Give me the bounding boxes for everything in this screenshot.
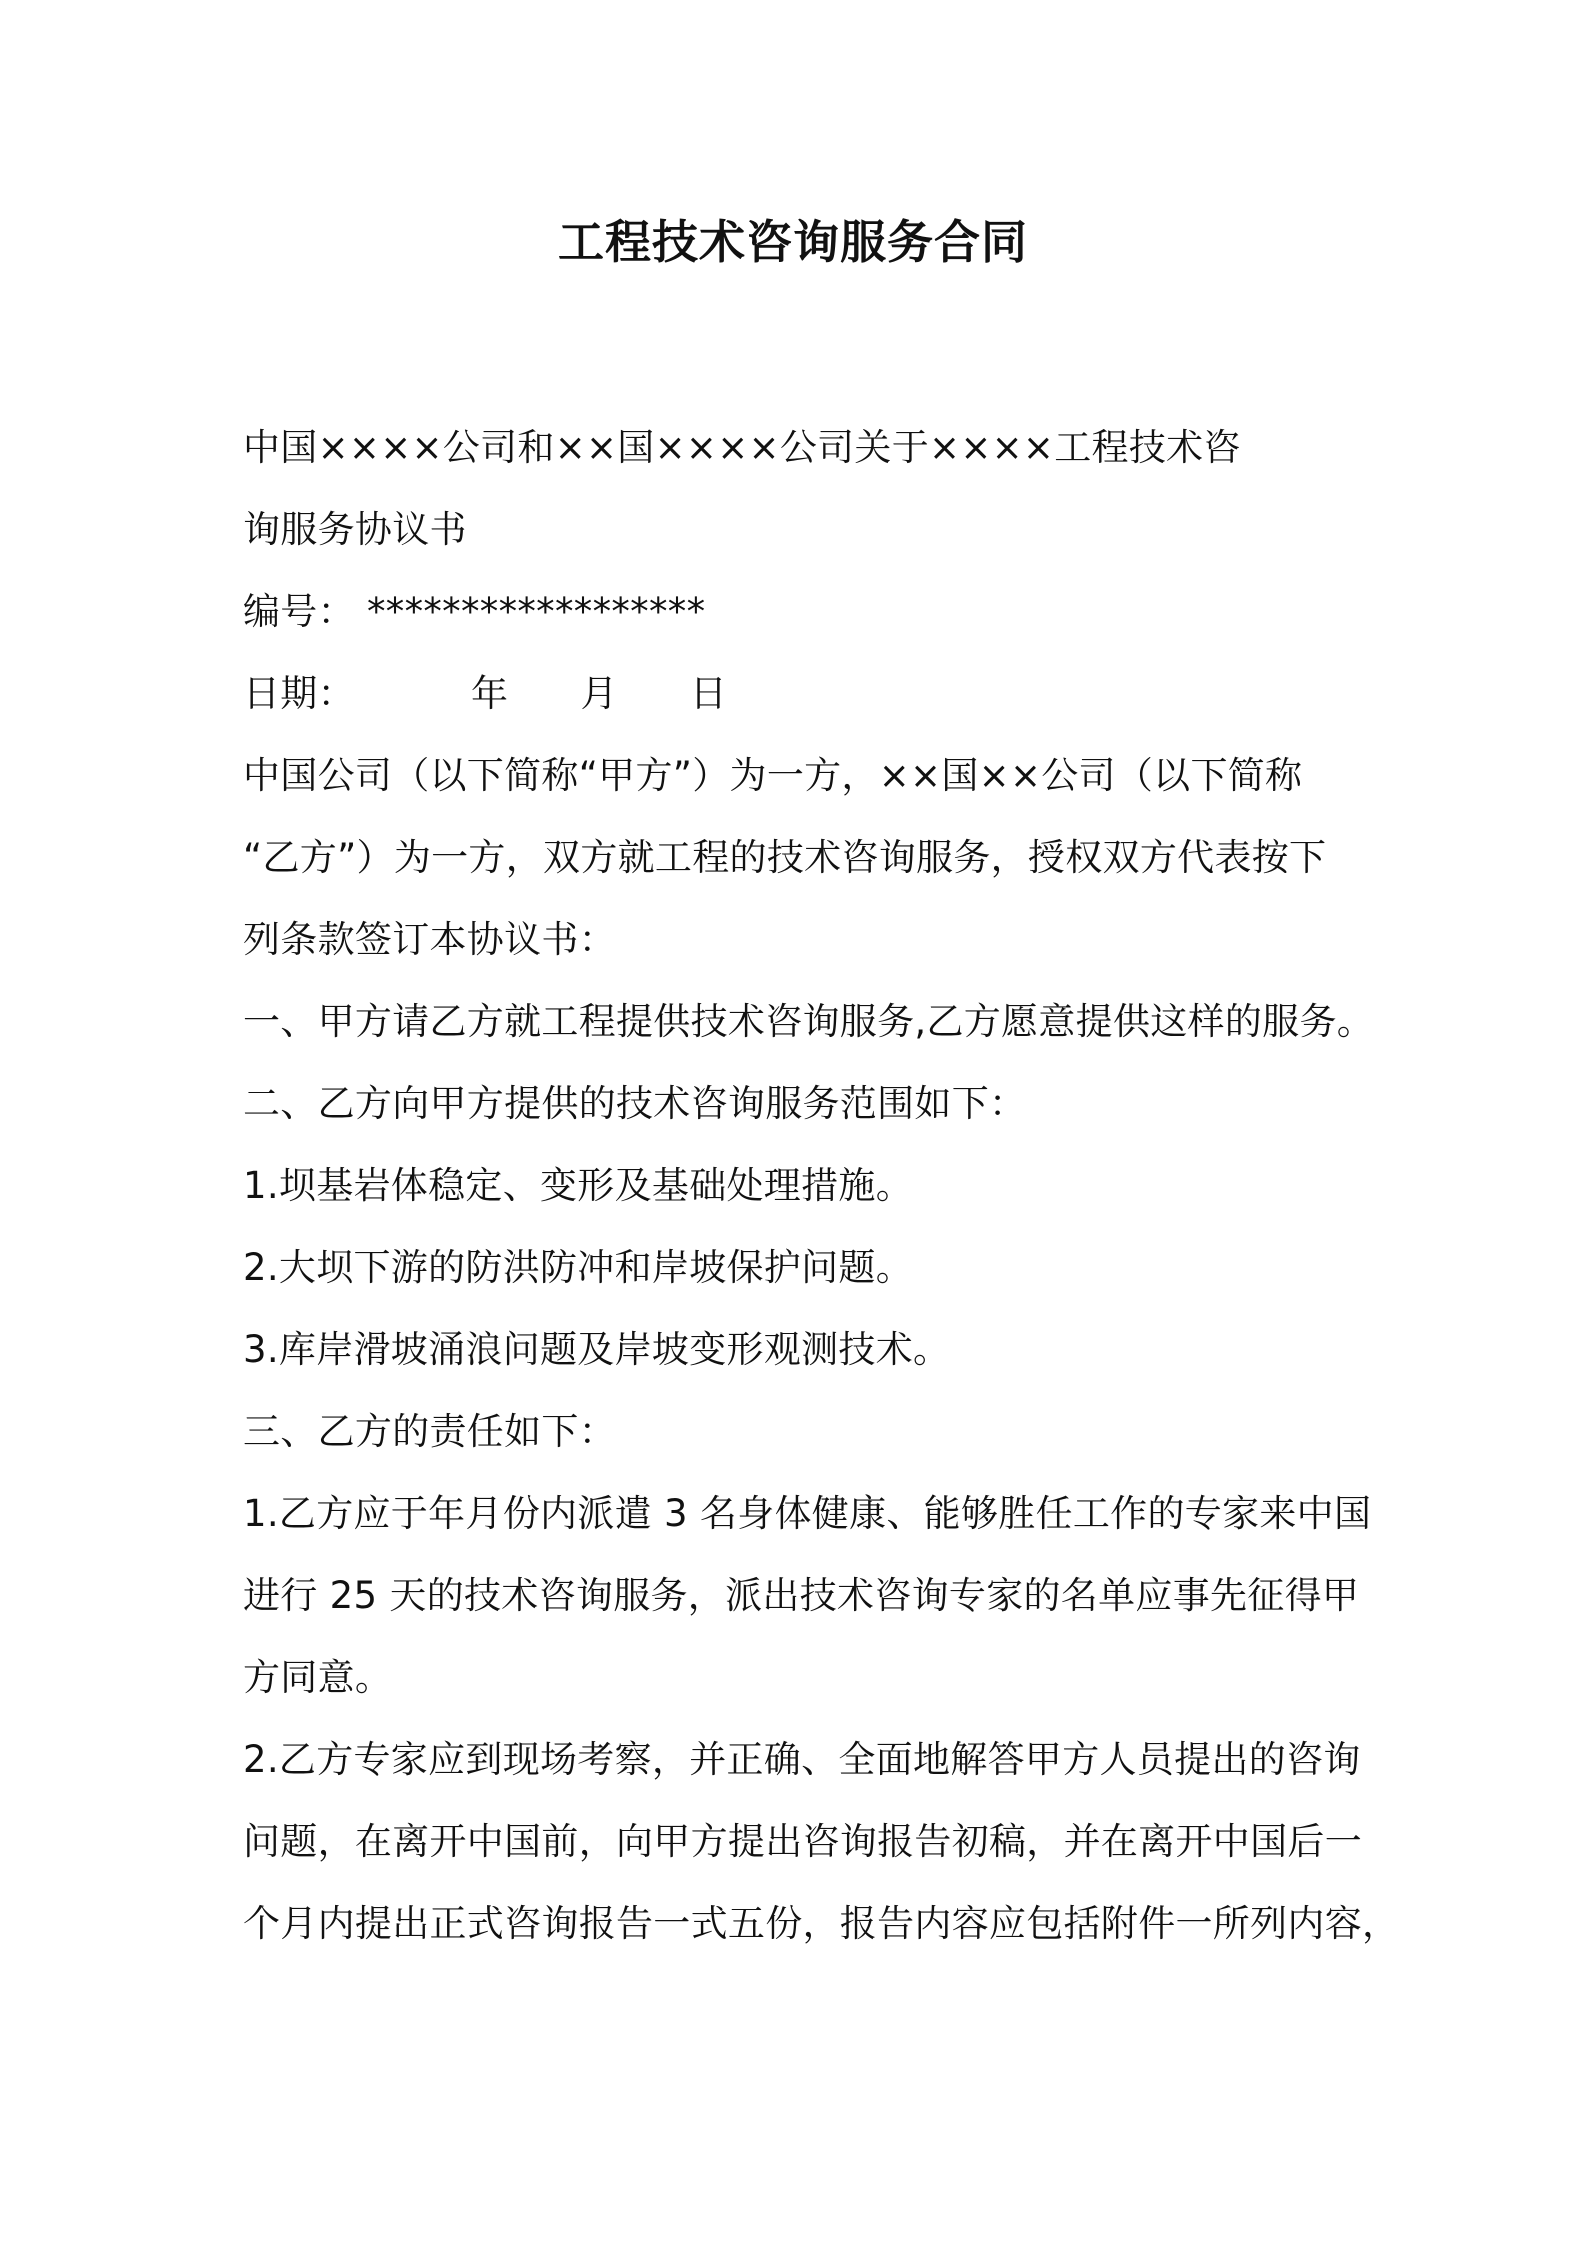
text-line: 询服务协议书 (243, 508, 467, 551)
text-line: 问题，在离开中国前，向甲方提出咨询报告初稿，并在离开中国后一 (243, 1820, 1362, 1863)
date-label: 日期： (243, 672, 355, 715)
service-scope-item: 2.大坝下游的防洪防冲和岸坡保护问题。 (243, 1246, 914, 1289)
responsibility-item: 1.乙方应于年月份内派遣 3 名身体健康、能够胜任工作的专家来中国 (243, 1492, 1372, 1535)
text-line: 方同意。 (243, 1656, 393, 1699)
text-line: 进行 25 天的技术咨询服务，派出技术咨询专家的名单应事先征得甲 (243, 1574, 1360, 1617)
date-month: 月 (580, 672, 618, 715)
contract-number-line (243, 571, 1363, 653)
clause-three-heading: 三、乙方的责任如下： (243, 1410, 616, 1453)
service-scope-item: 1.坝基岩体稳定、变形及基础处理措施。 (243, 1164, 914, 1207)
date-day: 日 (689, 672, 728, 715)
contract-number-label: 编号： (243, 590, 355, 633)
responsibility-item: 2.乙方专家应到现场考察，并正确、全面地解答甲方人员提出的咨询 (243, 1738, 1361, 1781)
document-title: 工程技术咨询服务合同 (558, 215, 1028, 269)
text-line: 中国××××公司和××国××××公司关于××××工程技术咨 (243, 426, 1241, 469)
text-line: 个月内提出正式咨询报告一式五份，报告内容应包括附件一所列内容， (243, 1902, 1400, 1945)
date-line (243, 653, 1363, 735)
text-line: 中国公司（以下简称“甲方”）为一方，××国××公司（以下简称 (243, 754, 1303, 797)
contract-number-value: ****************** (366, 590, 706, 633)
service-scope-item: 3.库岸滑坡涌浪问题及岸坡变形观测技术。 (243, 1328, 951, 1371)
document-body (243, 407, 1400, 1965)
clause-one: 一、甲方请乙方就工程提供技术咨询服务,乙方愿意提供这样的服务。 (243, 1000, 1375, 1043)
date-year: 年 (471, 672, 509, 715)
text-line: “乙方”）为一方，双方就工程的技术咨询服务，授权双方代表按下 (243, 836, 1327, 879)
clause-two-heading: 二、乙方向甲方提供的技术咨询服务范围如下： (243, 1082, 1027, 1125)
text-line: 列条款签订本协议书： (243, 918, 616, 961)
